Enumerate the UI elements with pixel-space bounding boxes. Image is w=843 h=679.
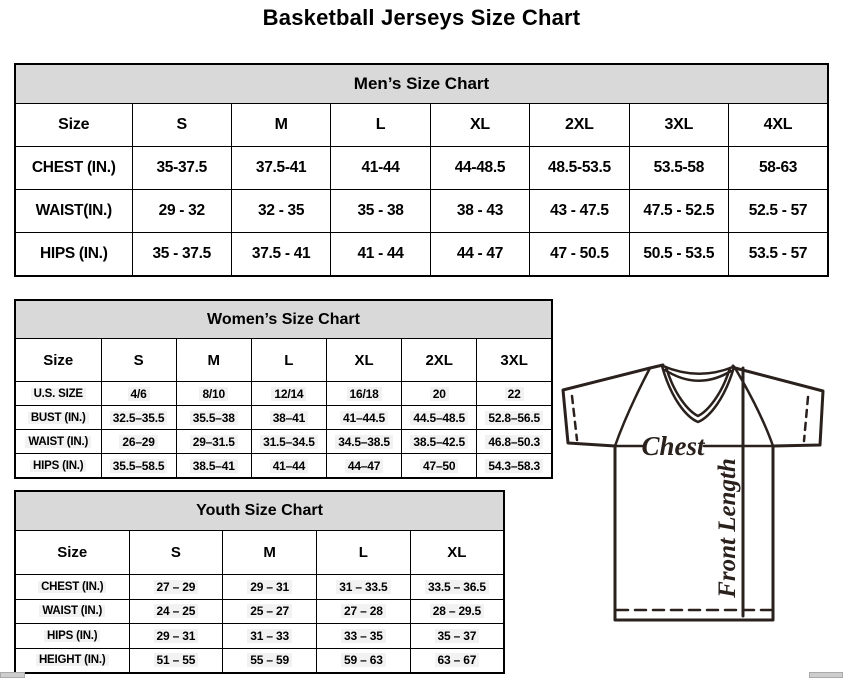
column-header: M <box>231 104 330 147</box>
table-title: Men’s Size Chart <box>15 64 828 104</box>
size-value-cell: 8/10 <box>176 382 251 406</box>
collar-top-curve-1 <box>663 366 733 374</box>
size-value-cell: 63 – 67 <box>410 648 504 673</box>
size-value-cell: 46.8–50.3 <box>477 430 552 454</box>
size-value-cell: 33 – 35 <box>317 624 411 649</box>
size-value-cell: 25 – 27 <box>223 599 317 624</box>
size-value-cell: 38.5–42.5 <box>402 430 477 454</box>
jersey-measurement-diagram <box>553 360 843 628</box>
size-value-cell: 35 - 38 <box>331 190 430 233</box>
scrollbar-fragment-left[interactable] <box>0 672 25 678</box>
size-value-cell: 24 – 25 <box>129 599 223 624</box>
row-label: HIPS (IN.) <box>15 624 129 649</box>
row-label: WAIST (IN.) <box>15 599 129 624</box>
size-value-cell: 48.5-53.5 <box>530 147 629 190</box>
table-title: Youth Size Chart <box>15 491 504 531</box>
size-value-cell: 38–41 <box>251 406 326 430</box>
table-row <box>15 599 504 624</box>
size-value-cell: 50.5 - 53.5 <box>629 233 728 277</box>
size-value-cell: 35.5–38 <box>176 406 251 430</box>
size-value-cell: 16/18 <box>326 382 401 406</box>
column-header: L <box>251 339 326 382</box>
size-value-cell: 29 - 32 <box>132 190 231 233</box>
size-value-cell: 35-37.5 <box>132 147 231 190</box>
chest-label: Chest <box>641 431 705 461</box>
column-header: XL <box>430 104 529 147</box>
table-row <box>15 190 828 233</box>
table-row <box>15 147 828 190</box>
size-value-cell: 22 <box>477 382 552 406</box>
size-value-cell: 53.5-58 <box>629 147 728 190</box>
right-cuff-dashed-line <box>804 397 808 441</box>
column-header: L <box>331 104 430 147</box>
size-value-cell: 47.5 - 52.5 <box>629 190 728 233</box>
size-value-cell: 20 <box>402 382 477 406</box>
size-value-cell: 44–47 <box>326 454 401 479</box>
column-header: M <box>176 339 251 382</box>
size-value-cell: 52.5 - 57 <box>729 190 828 233</box>
table-row <box>15 406 552 430</box>
row-label: HIPS (IN.) <box>15 454 101 479</box>
size-value-cell: 54.3–58.3 <box>477 454 552 479</box>
table-row <box>15 233 828 277</box>
column-header: S <box>101 339 176 382</box>
size-value-cell: 29 – 31 <box>223 575 317 600</box>
size-value-cell: 38 - 43 <box>430 190 529 233</box>
size-value-cell: 31 – 33 <box>223 624 317 649</box>
size-value-cell: 43 - 47.5 <box>530 190 629 233</box>
size-value-cell: 32 - 35 <box>231 190 330 233</box>
row-label: BUST (IN.) <box>15 406 101 430</box>
size-value-cell: 37.5-41 <box>231 147 330 190</box>
womens-size-chart-table <box>14 299 553 479</box>
row-label: CHEST (IN.) <box>15 147 132 190</box>
size-value-cell: 38.5–41 <box>176 454 251 479</box>
row-label: HIPS (IN.) <box>15 233 132 277</box>
size-value-cell: 58-63 <box>729 147 828 190</box>
size-value-cell: 4/6 <box>101 382 176 406</box>
jersey-outline-svg <box>553 360 843 628</box>
column-header: Size <box>15 531 129 575</box>
size-value-cell: 41–44.5 <box>326 406 401 430</box>
size-value-cell: 41 - 44 <box>331 233 430 277</box>
table-row <box>15 382 552 406</box>
row-label: U.S. SIZE <box>15 382 101 406</box>
size-value-cell: 53.5 - 57 <box>729 233 828 277</box>
size-value-cell: 41–44 <box>251 454 326 479</box>
size-value-cell: 28 – 29.5 <box>410 599 504 624</box>
right-sleeve-seam <box>735 368 773 446</box>
table-row <box>15 648 504 673</box>
size-value-cell: 51 – 55 <box>129 648 223 673</box>
size-value-cell: 41-44 <box>331 147 430 190</box>
row-label: CHEST (IN.) <box>15 575 129 600</box>
front-length-label: Front Length <box>714 458 741 598</box>
size-value-cell: 27 – 29 <box>129 575 223 600</box>
column-header: S <box>129 531 223 575</box>
jersey-body-outline <box>563 365 823 620</box>
size-value-cell: 47–50 <box>402 454 477 479</box>
mens-size-chart-table <box>14 63 829 277</box>
table-row <box>15 454 552 479</box>
column-header: XL <box>326 339 401 382</box>
column-header: XL <box>410 531 504 575</box>
size-value-cell: 35 - 37.5 <box>132 233 231 277</box>
row-label: WAIST (IN.) <box>15 430 101 454</box>
size-value-cell: 37.5 - 41 <box>231 233 330 277</box>
column-header: S <box>132 104 231 147</box>
size-value-cell: 47 - 50.5 <box>530 233 629 277</box>
size-value-cell: 35 – 37 <box>410 624 504 649</box>
column-header: M <box>223 531 317 575</box>
size-value-cell: 33.5 – 36.5 <box>410 575 504 600</box>
left-cuff-dashed-line <box>572 396 577 440</box>
column-header: L <box>317 531 411 575</box>
table-row <box>15 624 504 649</box>
page-title: Basketball Jerseys Size Chart <box>262 5 581 30</box>
size-value-cell: 55 – 59 <box>223 648 317 673</box>
size-value-cell: 44 - 47 <box>430 233 529 277</box>
row-label: WAIST(IN.) <box>15 190 132 233</box>
size-value-cell: 59 – 63 <box>317 648 411 673</box>
size-value-cell: 32.5–35.5 <box>101 406 176 430</box>
column-header: 4XL <box>729 104 828 147</box>
size-value-cell: 35.5–58.5 <box>101 454 176 479</box>
column-header: 2XL <box>530 104 629 147</box>
size-value-cell: 44-48.5 <box>430 147 529 190</box>
column-header: 2XL <box>402 339 477 382</box>
size-value-cell: 29 – 31 <box>129 624 223 649</box>
row-label: HEIGHT (IN.) <box>15 648 129 673</box>
size-value-cell: 52.8–56.5 <box>477 406 552 430</box>
size-value-cell: 44.5–48.5 <box>402 406 477 430</box>
size-value-cell: 31 – 33.5 <box>317 575 411 600</box>
table-row <box>15 430 552 454</box>
column-header: 3XL <box>629 104 728 147</box>
scrollbar-fragment-right[interactable] <box>809 672 843 678</box>
size-value-cell: 29–31.5 <box>176 430 251 454</box>
size-value-cell: 27 – 28 <box>317 599 411 624</box>
size-value-cell: 12/14 <box>251 382 326 406</box>
table-row <box>15 575 504 600</box>
column-header: 3XL <box>477 339 552 382</box>
size-value-cell: 34.5–38.5 <box>326 430 401 454</box>
size-value-cell: 26–29 <box>101 430 176 454</box>
size-value-cell: 31.5–34.5 <box>251 430 326 454</box>
column-header: Size <box>15 339 101 382</box>
column-header: Size <box>15 104 132 147</box>
table-title: Women’s Size Chart <box>15 300 552 339</box>
youth-size-chart-table <box>14 490 505 674</box>
